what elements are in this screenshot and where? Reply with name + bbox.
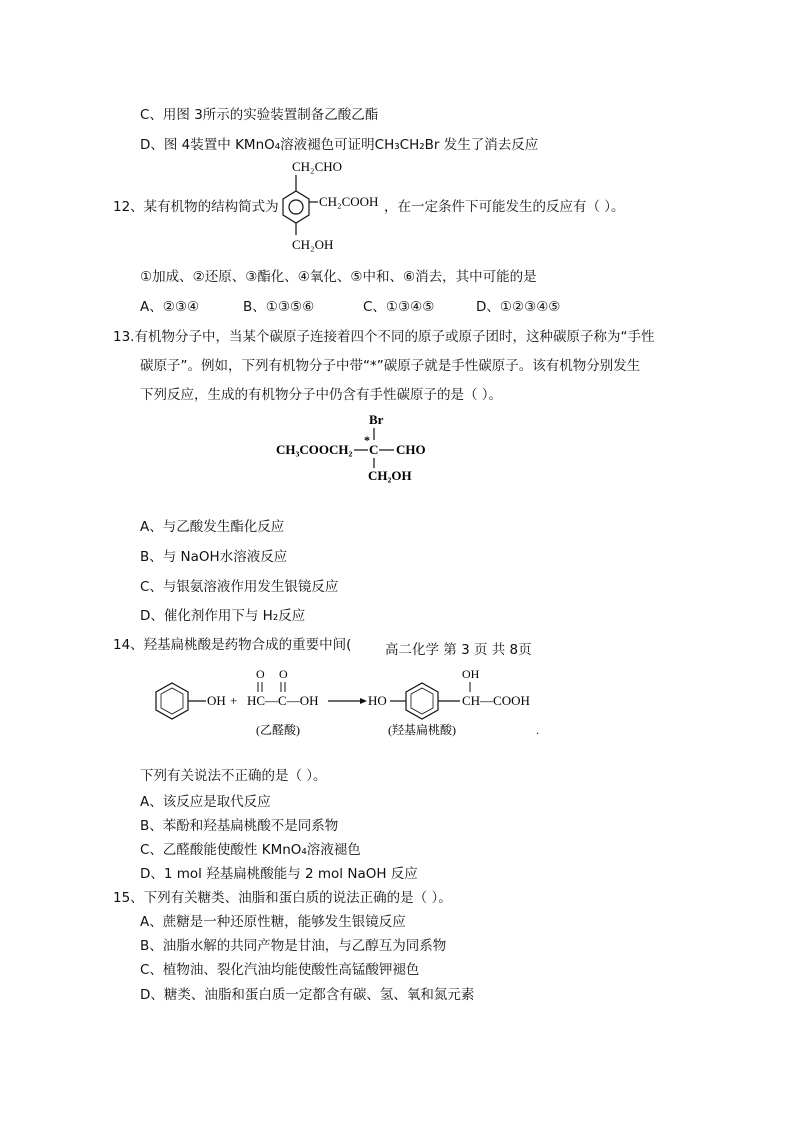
- q13-stem-line3: 下列反应，生成的有机物分子中仍含有手性碳原子的是（ ）。: [140, 387, 503, 403]
- q13-structure: [274, 410, 434, 485]
- phenol-oh: OH: [207, 693, 226, 708]
- product-ho: HO: [368, 693, 387, 708]
- q13-option-b: B、与 NaOH水溶液反应: [140, 549, 288, 565]
- q14-stem-line1: 14、羟基扁桃酸是药物合成的重要中间(: [113, 637, 352, 653]
- q12-group-top: CH₂CHO: [292, 159, 343, 174]
- q15-option-a: A、蔗糖是一种还原性糖，能够发生银镜反应: [140, 914, 406, 930]
- q12-stem-suffix: ，在一定条件下可能发生的反应有（ ）。: [384, 199, 625, 215]
- q13-option-d: D、催化剂作用下与 H₂反应: [140, 608, 306, 624]
- q12-group-right: CH₂COOH: [319, 194, 379, 209]
- q12-option-d: D、①②③④⑤: [476, 299, 561, 315]
- q11-option-c: C、用图 3所示的实验装置制备乙酸乙酯: [140, 107, 379, 123]
- q12-benzene-ring: [283, 191, 309, 223]
- q13-stem-line1: 13.有机物分子中，当某个碳原子连接着四个不同的原子或原子团时，这种碳原子称为“手性: [113, 329, 655, 345]
- q13-group-right: CHO: [396, 442, 426, 457]
- q14-option-d: D、1 mol 羟基扁桃酸能与 2 mol NaOH 反应: [140, 866, 418, 882]
- q13-stem-line2: 碳原子”。例如，下列有机物分子中带“*”碳原子就是手性碳原子。该有机物分别发生: [140, 358, 641, 374]
- q12-option-c: C、①③④⑤: [363, 299, 435, 315]
- q12-option-a: A、②③④: [140, 299, 200, 315]
- product-oh-top: OH: [462, 667, 480, 681]
- q12-group-bottom: CH₂OH: [292, 237, 334, 252]
- q14-option-a: A、该反应是取代反应: [140, 794, 271, 810]
- product-chain: CH—COOH: [462, 693, 530, 708]
- q14-reaction-scheme: [150, 664, 550, 744]
- q14-stem-line2: 下列有关说法不正确的是（ ）。: [140, 768, 327, 784]
- label-hydroxymandelic-acid: (羟基扁桃酸): [388, 723, 456, 737]
- q14-option-c: C、乙醛酸能使酸性 KMnO₄溶液褪色: [140, 842, 361, 858]
- q12-reaction-list: ①加成、②还原、③酯化、④氧化、⑤中和、⑥消去，其中可能的是: [140, 269, 537, 285]
- q13-option-a: A、与乙酸发生酯化反应: [140, 519, 285, 535]
- glyoxylic-o1: O: [256, 667, 265, 681]
- q12-structure: [278, 155, 388, 255]
- page-footer: 高二化学 第 3 页 共 8页: [385, 642, 532, 658]
- q12-stem-prefix: 12、某有机物的结构简式为: [113, 199, 279, 215]
- glyoxylic-acid: HC—C—OH: [247, 693, 319, 708]
- q13-group-left: CH₃COOCH₂: [276, 442, 353, 457]
- q13-group-bottom: CH₂OH: [368, 468, 412, 483]
- label-glyoxylic-acid: (乙醛酸): [256, 723, 300, 737]
- q13-group-top: Br: [369, 412, 384, 427]
- plus-sign: +: [230, 693, 238, 708]
- q13-option-c: C、与银氨溶液作用发生银镜反应: [140, 579, 339, 595]
- trailing-dot: .: [536, 723, 539, 737]
- q11-option-d: D、图 4装置中 KMnO₄溶液褪色可证明CH₃CH₂Br 发生了消去反应: [140, 137, 539, 153]
- glyoxylic-o2: O: [279, 667, 288, 681]
- q15-stem: 15、下列有关糖类、油脂和蛋白质的说法正确的是（ ）。: [113, 890, 452, 906]
- q13-center-carbon: C: [369, 442, 379, 457]
- q13-chiral-star: *: [364, 433, 370, 447]
- q14-option-b: B、苯酚和羟基扁桃酸不是同系物: [140, 818, 339, 834]
- q15-option-b: B、油脂水解的共同产物是甘油，与乙醇互为同系物: [140, 938, 447, 954]
- q12-option-b: B、①③⑤⑥: [243, 299, 315, 315]
- q15-option-d: D、糖类、油脂和蛋白质一定都含有碳、氢、氧和氮元素: [140, 987, 475, 1003]
- q15-option-c: C、植物油、裂化汽油均能使酸性高锰酸钾褪色: [140, 962, 420, 978]
